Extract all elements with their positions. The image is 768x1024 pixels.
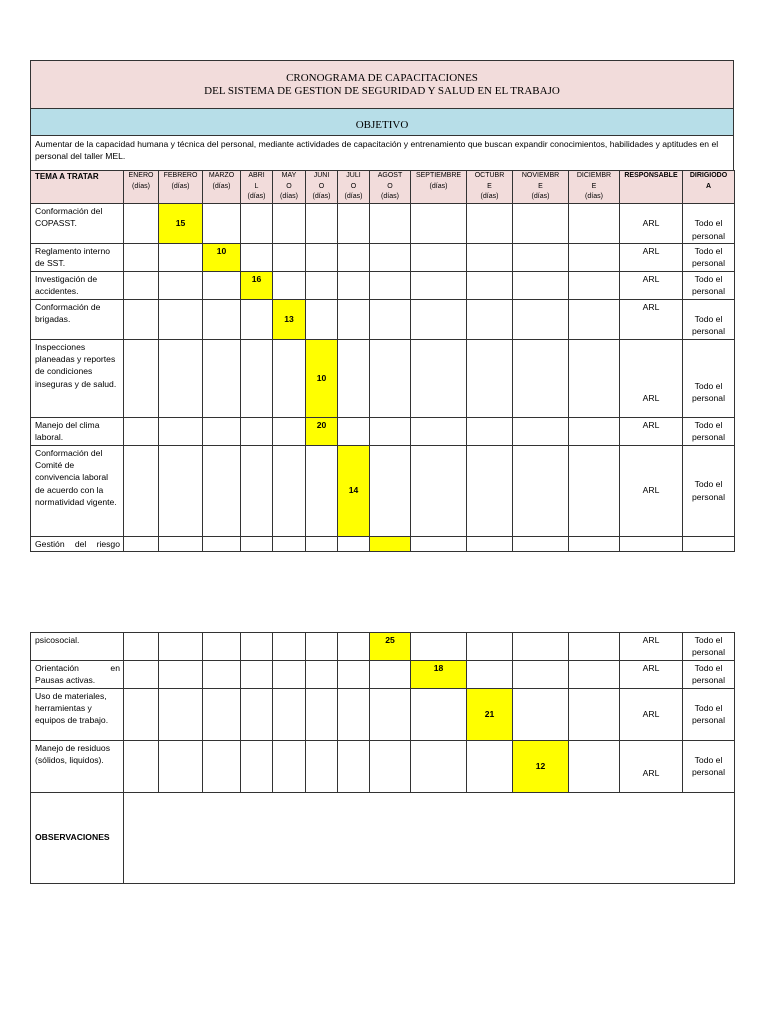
responsable-cell: ARL — [620, 299, 683, 339]
month-name-cont: E — [538, 182, 543, 190]
dirigido-cell: Todo el personal — [683, 740, 735, 792]
header-febrero — [159, 171, 203, 204]
unit-label: (días) — [212, 182, 231, 190]
table-row — [31, 536, 735, 551]
topic-cell: Gestión del riesgo — [31, 536, 124, 551]
table-row — [31, 660, 735, 688]
header-enero — [124, 171, 159, 204]
topic-cell: Inspecciones planeadas y reportes de condiciones inseguras y de salud. — [31, 339, 124, 417]
day-value: 16 — [241, 271, 273, 299]
table-row — [31, 244, 735, 272]
month-name: MAY — [281, 172, 297, 179]
month-name: AGOST — [377, 172, 403, 179]
unit-label: (días) — [531, 193, 550, 200]
dirigido-cell: Todo el personal — [683, 417, 735, 445]
month-name-cont: L — [254, 182, 259, 190]
month-name: OCTUBR — [474, 172, 505, 179]
responsable-cell: ARL — [620, 417, 683, 445]
table-row — [31, 688, 735, 740]
title-line-1: CRONOGRAMA DE CAPACITACIONES — [286, 72, 478, 84]
header-responsable: RESPONSABLE — [620, 171, 683, 204]
unit-label: (días) — [312, 193, 331, 200]
month-name: SEPTIEMBRE — [415, 172, 462, 179]
day-value: 18 — [411, 660, 467, 688]
observations-row — [31, 792, 735, 883]
topic-cell: psicosocial. — [31, 633, 124, 661]
month-name-cont: O — [387, 182, 393, 190]
dirigido-cell: Todo el personal — [683, 633, 735, 661]
topic-cell: Manejo de residuos (sólidos, liquidos). — [31, 740, 124, 792]
schedule-table-part-1 — [30, 170, 735, 552]
topic-cell: Conformación del COPASST. — [31, 204, 124, 244]
month-name: ABRI — [248, 172, 265, 179]
header-marzo — [203, 171, 241, 204]
month-name: MARZO — [208, 172, 235, 179]
dirigido-cell: Todo el personal — [683, 244, 735, 272]
day-value: 15 — [159, 204, 203, 244]
responsable-cell: ARL — [620, 740, 683, 792]
month-name: JULI — [346, 172, 361, 179]
header-mayo — [273, 171, 306, 204]
table-row — [31, 204, 735, 244]
responsable-cell: ARL — [620, 271, 683, 299]
month-name: NOVIEMBR — [521, 172, 560, 179]
header-junio — [306, 171, 338, 204]
document-title — [30, 60, 734, 108]
responsable-cell: ARL — [620, 204, 683, 244]
day-value: 20 — [306, 417, 338, 445]
topic-cell: Investigación de accidentes. — [31, 271, 124, 299]
topic-cell: Conformación del Comité de convivencia laboral de acuerdo con la normatividad vigente. — [31, 445, 124, 536]
table-row — [31, 417, 735, 445]
table-row — [31, 633, 735, 661]
month-name-cont: O — [286, 182, 292, 190]
header-julio — [338, 171, 370, 204]
header-topic: TEMA A TRATAR — [31, 171, 124, 204]
month-name: ENERO — [128, 172, 154, 179]
schedule-table-part-2 — [30, 632, 735, 884]
highlight-cell — [370, 536, 411, 551]
topic-cell: Conformación de brigadas. — [31, 299, 124, 339]
unit-label: (días) — [171, 182, 190, 190]
day-value: 10 — [306, 339, 338, 417]
responsable-cell: ARL — [620, 445, 683, 536]
objective-heading: OBJETIVO — [30, 108, 734, 135]
responsable-cell: ARL — [620, 244, 683, 272]
objective-text: Aumentar de la capacidad humana y técnica del personal, mediante actividades de capacitación y entrenamiento que buscan expandir conocimientos, habilidades y aptitudes en el personal del taller MEL. — [30, 135, 734, 170]
dirigido-cell: Todo el personal — [683, 339, 735, 417]
observations-label: OBSERVACIONES — [31, 792, 124, 883]
schedule-document — [30, 60, 734, 884]
table-header-row — [31, 171, 735, 204]
unit-label: (días) — [480, 193, 499, 200]
observations-field[interactable] — [124, 792, 735, 883]
header-octubre — [467, 171, 513, 204]
unit-label: (días) — [344, 193, 363, 200]
unit-label: (días) — [132, 182, 150, 190]
dirigido-cell: Todo el personal — [683, 445, 735, 536]
month-name: JUNI — [313, 172, 330, 179]
table-row — [31, 339, 735, 417]
header-abril — [241, 171, 273, 204]
table-row — [31, 299, 735, 339]
table-row — [31, 740, 735, 792]
dirigido-label-cont: A — [705, 182, 712, 190]
responsable-cell: ARL — [620, 688, 683, 740]
dirigido-cell: Todo el personal — [683, 204, 735, 244]
day-value: 14 — [338, 445, 370, 536]
month-name-cont: O — [318, 182, 325, 190]
month-name-cont: E — [487, 182, 492, 190]
table-row — [31, 445, 735, 536]
responsable-cell: ARL — [620, 339, 683, 417]
unit-label: (días) — [381, 193, 399, 200]
header-dirigido — [683, 171, 735, 204]
day-value: 12 — [513, 740, 569, 792]
dirigido-cell: Todo el personal — [683, 660, 735, 688]
dirigido-label: DIRIGIODO — [689, 172, 728, 179]
day-value: 13 — [273, 299, 306, 339]
unit-label: (días) — [280, 193, 298, 200]
month-name-cont: E — [591, 182, 597, 190]
responsable-cell: ARL — [620, 660, 683, 688]
header-agosto — [370, 171, 411, 204]
unit-label: (días) — [429, 182, 448, 190]
dirigido-cell: Todo el personal — [683, 688, 735, 740]
table-row — [31, 271, 735, 299]
month-name-cont: O — [350, 182, 357, 190]
dirigido-cell: Todo el personal — [683, 299, 735, 339]
day-value: 21 — [467, 688, 513, 740]
header-diciembre — [569, 171, 620, 204]
month-name: DICIEMBR — [576, 172, 612, 179]
unit-label: (días) — [585, 193, 603, 200]
day-value: 25 — [370, 633, 411, 661]
topic-cell: Uso de materiales, herramientas y equipos de trabajo. — [31, 688, 124, 740]
header-septiembre — [411, 171, 467, 204]
dirigido-cell: Todo el personal — [683, 271, 735, 299]
topic-cell: Orientación en Pausas activas. — [31, 660, 124, 688]
title-line-2: DEL SISTEMA DE GESTION DE SEGURIDAD Y SALUD EN EL TRABAJO — [204, 85, 560, 97]
header-noviembre — [513, 171, 569, 204]
unit-label: (días) — [247, 193, 266, 200]
day-value: 10 — [203, 244, 241, 272]
responsable-cell: ARL — [620, 633, 683, 661]
topic-cell: Reglamento interno de SST. — [31, 244, 124, 272]
topic-cell: Manejo del clima laboral. — [31, 417, 124, 445]
month-name: FEBRERO — [163, 172, 198, 179]
